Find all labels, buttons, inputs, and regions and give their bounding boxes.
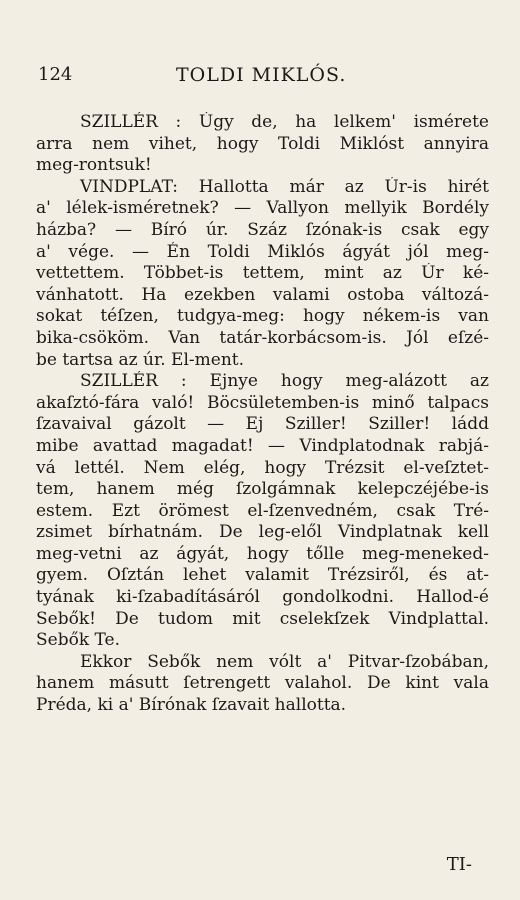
text-line: Ekkor Sebők nem vólt a' Pitvar-ſzobában, [80, 651, 489, 672]
page-header [38, 64, 470, 94]
text-line: bika-csököm. Van tatár-korbácsom-is. Jól eſzé- [36, 327, 489, 348]
body-text [36, 112, 489, 717]
text-line: házba? — Bíró úr. Száz ſzónak-is csak egy [36, 219, 489, 240]
text-line: be tartsa az úr. El-ment. [36, 349, 245, 370]
text-line: vánhatott. Ha ezekben valami ostoba változá- [36, 284, 489, 305]
text-line: arra nem vihet, hogy Toldi Miklóst annyira [36, 133, 489, 154]
text-line: Sebők! De tudom mit cselekſzek Vindplattal. [36, 608, 489, 629]
text-line: Sebők Te. [36, 630, 121, 651]
text-line: meg-rontsuk! [36, 155, 152, 176]
text-line: vá lettél. Nem elég, hogy Trézsit el-veſztet- [36, 457, 489, 478]
text-line: tyának ki-ſzabadításáról gondolkodni. Hallod-é [36, 587, 489, 608]
page-number: 124 [38, 64, 73, 85]
text-line: meg-vetni az ágyát, hogy tőlle meg-meneked- [36, 543, 489, 564]
text-line: gyem. Oſztán lehet valamit Trézsiről, és at- [36, 565, 489, 586]
text-line: a' vége. — Én Toldi Miklós ágyát jól meg- [36, 241, 489, 262]
text-line: Préda, ki a' Bírónak ſzavait hallotta. [36, 695, 347, 716]
text-line: tem, hanem még ſzolgámnak kelepczéjébe-is [36, 479, 489, 500]
catchword: TI- [446, 854, 472, 875]
text-line: SZILLÉR : Ejnye hogy meg-alázott az [80, 371, 489, 392]
text-line: akaſztó-fára való! Böcsületemben-is minő talpacs [36, 392, 489, 413]
text-line: sokat téſzen, tudgya-meg: hogy nékem-is van [36, 306, 489, 327]
text-line: a' lélek-isméretnek? — Vallyon mellyik Bordély [36, 198, 489, 219]
text-line: ſzavaival gázolt — Ej Sziller! Sziller! ládd [36, 414, 489, 435]
running-title: TOLDI MIKLÓS. [176, 64, 347, 86]
text-line: hanem másutt ſetrengett valahol. De kint vala [36, 673, 489, 694]
text-line: zsimet bírhatnám. De leg-elől Vindplatnak kell [36, 522, 489, 543]
text-line: VINDPLAT: Hallotta már az Úr-is hirét [80, 176, 489, 197]
text-line: mibe avattad magadat! — Vindplatodnak rabjá- [36, 435, 489, 456]
text-line: estem. Ezt örömest el-ſzenvedném, csak Tré- [36, 500, 489, 521]
text-line: vettettem. Többet-is tettem, mint az Úr ké- [36, 263, 489, 284]
text-line: SZILLÉR : Úgy de, ha lelkem' ismérete [80, 112, 489, 132]
